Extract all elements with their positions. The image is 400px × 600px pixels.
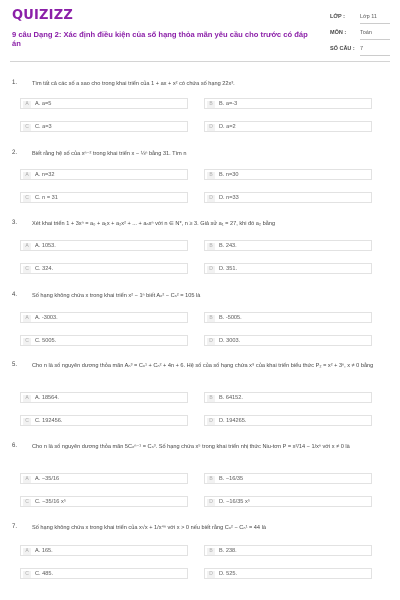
option-letter: A [23,101,31,108]
option-a[interactable] [20,240,188,251]
option-b[interactable] [204,240,372,251]
option-letter: A [23,548,31,555]
option-letter: A [23,243,31,250]
option-b[interactable] [204,312,372,323]
option-text: C. n = 31 [35,195,58,201]
option-letter: D [207,499,215,506]
option-c[interactable] [20,192,188,203]
option-letter: B [207,172,215,179]
option-text: A. -3003. [35,315,58,321]
option-d[interactable] [204,263,372,274]
option-letter: D [207,195,215,202]
option-letter: C [23,124,31,131]
option-text: A. a=5 [35,101,52,107]
option-letter: B [207,476,215,483]
option-text: B. 238. [219,548,237,554]
question-text: Biết rằng hệ số của xⁿ⁻² trong khai triển x − ¼ⁿ bằng 31. Tìm n [32,151,187,157]
option-text: D. 194265. [219,418,247,424]
option-text: D. 525. [219,571,238,577]
option-d[interactable] [204,121,372,132]
option-text: C. a=3 [35,124,52,130]
option-text: B. n=30 [219,172,239,178]
option-letter: A [23,395,31,402]
option-d[interactable] [204,335,372,346]
count-label: SỐ CÂU : [330,46,355,52]
option-text: D. 351. [219,266,238,272]
option-text: C. 485. [35,571,54,577]
option-c[interactable] [20,121,188,132]
option-letter: C [23,571,31,578]
option-letter: B [207,243,215,250]
option-d[interactable] [204,496,372,507]
option-text: A. −35/16 [35,476,60,482]
option-letter: A [23,315,31,322]
option-text: C. 324. [35,266,54,272]
option-text: C. 192456. [35,418,63,424]
option-letter: D [207,571,215,578]
question-number: 3. [12,220,18,226]
option-text: A. 18564. [35,395,59,401]
option-letter: A [23,476,31,483]
class-label: LỚP : [330,14,345,20]
option-c[interactable] [20,568,188,579]
option-letter: C [23,195,31,202]
option-text: B. 64152. [219,395,243,401]
class-value: Lớp 11 [360,14,390,24]
option-text: B. -5005. [219,315,242,321]
option-letter: C [23,499,31,506]
option-text: A. n=32 [35,172,55,178]
option-d[interactable] [204,568,372,579]
question-number: 2. [12,150,18,156]
question-number: 6. [12,443,18,449]
subject-value: Toán [360,30,390,40]
option-letter: C [23,266,31,273]
option-c[interactable] [20,496,188,507]
option-text: B. −16/35 [219,476,244,482]
question-number: 4. [12,292,18,298]
option-letter: D [207,418,215,425]
question-number: 7. [12,524,18,530]
option-a[interactable] [20,473,188,484]
option-text: D. n=33 [219,195,239,201]
question-number: 5. [12,362,18,368]
option-text: A. 1053. [35,243,56,249]
option-letter: B [207,548,215,555]
count-value: 7 [360,46,390,56]
option-a[interactable] [20,98,188,109]
option-d[interactable] [204,415,372,426]
option-c[interactable] [20,335,188,346]
option-b[interactable] [204,545,372,556]
page-title: 9 câu Dạng 2: Xác định điều kiện của số hạng thỏa mãn yêu cầu cho trước có đáp án [12,30,308,48]
option-letter: D [207,124,215,131]
option-letter: C [23,418,31,425]
option-b[interactable] [204,169,372,180]
option-a[interactable] [20,545,188,556]
option-letter: C [23,338,31,345]
option-letter: A [23,172,31,179]
option-a[interactable] [20,392,188,403]
quizizz-logo: QUIZIZZ [12,8,73,23]
header-divider [10,61,390,62]
option-text: D. −16/35 x⁵ [219,499,251,505]
option-text: C. 5005. [35,338,57,344]
option-text: C. −35/16 x⁵ [35,499,67,505]
option-text: D. 3003. [219,338,241,344]
option-b[interactable] [204,392,372,403]
option-letter: D [207,338,215,345]
option-text: A. 165. [35,548,53,554]
option-c[interactable] [20,263,188,274]
option-a[interactable] [20,312,188,323]
option-letter: B [207,101,215,108]
question-text: Số hạng không chứa x trong khai triển của x√x + 1/x⁴ⁿ với x > 0 nếu biết rằng Cₙ² − Cₙ¹ = 44 là [32,525,266,531]
option-text: D. a=2 [219,124,236,130]
option-letter: B [207,315,215,322]
question-text: Cho n là số nguyên dương thỏa mãn Aₙ³ = Cₙ¹ + Cₙ² + 4n + 6. Hệ số của số hạng chứa x⁹ của khai triển biểu thức P₂ = x² + 3ⁿ, x ≠ 0 bằng [32,363,374,369]
option-text: B. 243. [219,243,237,249]
option-a[interactable] [20,169,188,180]
question-text: Tìm tất cả các số a sao cho trong khai triển của 1 + ax + x² có chứa số hạng 22x³. [32,81,235,87]
option-text: B. a=-3 [219,101,238,107]
option-c[interactable] [20,415,188,426]
question-text: Số hạng không chứa x trong khai triển x² − 1ⁿ biết Aₙ² − Cₙ² = 105 là [32,293,201,299]
question-text: Cho n là số nguyên dương thỏa mãn 5Cₙⁿ⁻¹ = Cₙ³. Số hạng chứa x⁵ trong khai triển nhị thức Niu-tơn P = x²/14 − 1/xⁿ với x ≠ 0 là [32,444,350,450]
option-letter: B [207,395,215,402]
question-number: 1. [12,80,18,86]
question-text: Xét khai triển 1 + 3xⁿ = a₀ + a₁x + a₂x² + ... + aₙxⁿ với n ∈ N*, n ≥ 3. Giả sử a₁ = 27, khi đó a₂ bằng [32,221,276,227]
option-b[interactable] [204,98,372,109]
option-d[interactable] [204,192,372,203]
option-letter: D [207,266,215,273]
option-b[interactable] [204,473,372,484]
subject-label: MÔN : [330,30,347,36]
